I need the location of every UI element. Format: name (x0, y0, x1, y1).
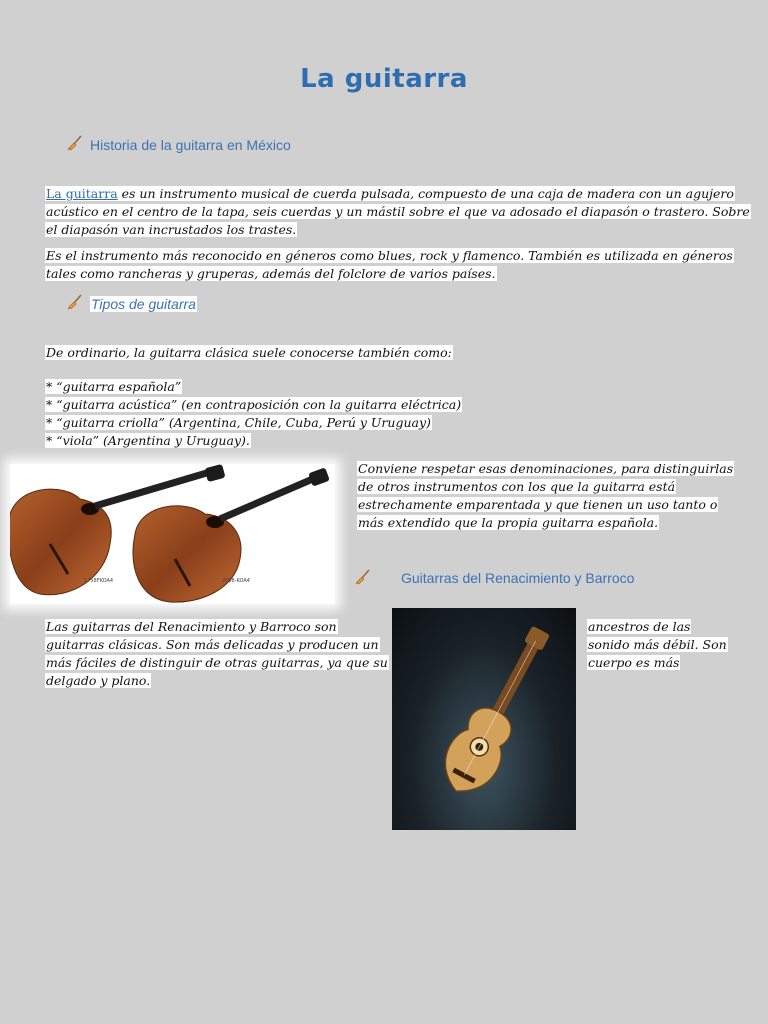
list-item: * “guitarra acústica” (en contraposición con la guitarra eléctrica) (46, 397, 462, 412)
list-item: * “guitarra criolla” (Argentina, Chile, Cuba, Perú y Uruguay) (46, 415, 431, 430)
list-item: * “viola” (Argentina y Uruguay). (46, 433, 250, 448)
guitar-link[interactable]: La guitarra (46, 186, 118, 201)
broom-bullet-icon (67, 294, 83, 310)
denominations-text: Conviene respetar esas denominaciones, para distinguirlas de otros instrumentos con los que la guitarra está estrechamente emparentada y que tienen un uso tanto o más extendido que la propia guitarra española. (358, 461, 734, 530)
renaissance-heading: Guitarras del Renacimiento y Barroco (401, 570, 635, 586)
page-title: La guitarra (300, 64, 468, 94)
section-bullet-1 (67, 135, 83, 155)
types-heading: Tipos de guitarra (91, 296, 196, 312)
baroque-guitar-illustration (392, 608, 576, 830)
section-bullet-2 (67, 294, 83, 314)
broom-bullet-icon (67, 135, 83, 151)
guitars-illustration (10, 464, 335, 604)
intro-paragraph: La guitarra es un instrumento musical de cuerda pulsada, compuesto de una caja de madera con un agujero acústico en el centro de la tapa, seis cuerdas y un mástil sobre el que va adosado el diapasón o trastero. Sobre el diapasón van incrustados los trastes. (46, 186, 750, 237)
section-bullet-3 (355, 569, 371, 589)
renaissance-text-left: Las guitarras del Renacimiento y Barroco son guitarras clásicas. Son más delicadas y producen un más fáciles de distinguir de otras guitarras, ya que su delgado y plano. (46, 619, 388, 688)
renaissance-text-right: ancestros de las sonido más débil. Son cuerpo es más (588, 619, 727, 670)
types-list (45, 378, 645, 450)
image-label-1: 1758FKOA4 (84, 578, 114, 584)
broom-bullet-icon (355, 569, 371, 585)
list-item: * “guitarra española” (46, 379, 182, 394)
history-link[interactable]: Historia de la guitarra en México (90, 137, 291, 153)
baroque-guitar-photo (392, 608, 576, 830)
types-intro: De ordinario, la guitarra clásica suele conocerse también como: (46, 345, 452, 360)
image-label-2: 2098-KOA4 (222, 578, 250, 584)
genres-paragraph: Es el instrumento más reconocido en géneros como blues, rock y flamenco. También es utilizada en géneros tales como rancheras y gruperas, además del folclore de varios países. (46, 248, 733, 281)
acoustic-guitars-image (10, 464, 335, 604)
